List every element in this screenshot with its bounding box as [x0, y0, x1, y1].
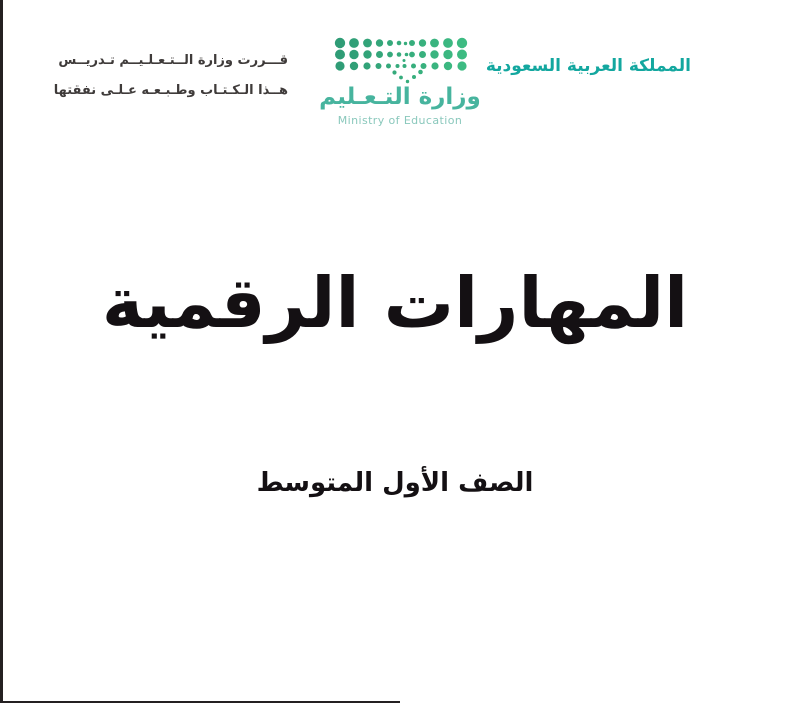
decree-line-1: قـــررت وزارة الــتـعـلـيــم تـدريــس [58, 53, 288, 68]
kingdom-name-label: المملكة العربية السعودية [485, 56, 691, 76]
left-edge-border [0, 0, 3, 703]
ministry-logo-dots-icon [331, 36, 471, 88]
grade-level-label: الصف الأول المتوسط [256, 468, 534, 498]
ministry-wordmark-english: Ministry of Education [337, 114, 463, 127]
ministry-wordmark-arabic: وزارة التـعـليم [319, 84, 481, 110]
ministry-decree-statement [53, 46, 288, 106]
decree-line-2: هــذا الـكـتـاب وطـبـعـه عـلـى نفقتها [53, 83, 288, 98]
book-title: المهارات الرقمية [101, 262, 689, 344]
